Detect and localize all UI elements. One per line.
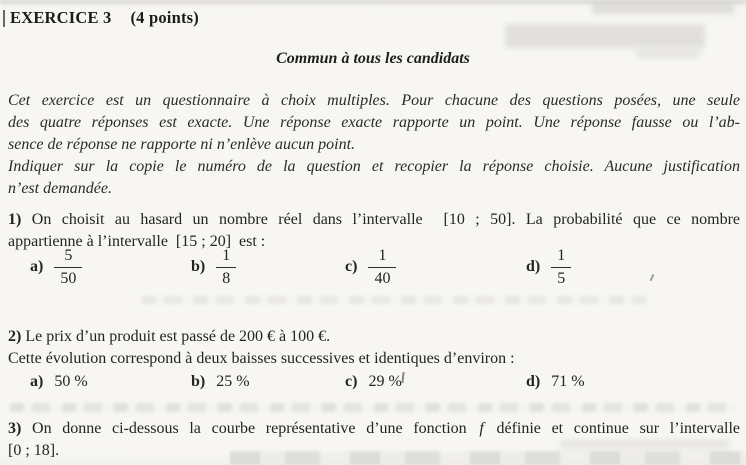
question-3-number: 3): [8, 420, 22, 437]
q2-option-c-value: 29 %: [368, 373, 402, 390]
question-2-line-2: Cette évolution correspond à deux baisses successives et identiques d’environ :: [8, 350, 515, 367]
q2-option-c: [345, 373, 402, 391]
question-2-number: 2): [8, 328, 22, 345]
question-1-line-2: appartienne à l’intervalle [15 ; 20] est :: [8, 233, 266, 250]
q2-option-a-value: 50 %: [54, 373, 88, 390]
exercise-points: (4 points): [130, 8, 199, 27]
q1-option-c-label: c): [345, 258, 358, 276]
intro-line-2: des quatre réponses est exacte. Une réponse exacte rapporte un point. Une réponse fausse ou l’ab-: [8, 114, 740, 131]
q2-option-b-value: 25 %: [216, 373, 250, 390]
question-1-number: 1): [8, 211, 22, 228]
question-1-text-1: On choisit au hasard un nombre réel dans l’intervalle [10 ; 50]. La probabilité que ce nombre: [21, 211, 740, 228]
fraction-numerator: 1: [557, 247, 566, 264]
q1-option-b: [191, 247, 236, 288]
q1-option-a-label: a): [30, 258, 44, 276]
scan-edge-mark: [3, 10, 5, 27]
question-2-options: [0, 373, 746, 395]
question-1-line-1: [8, 209, 740, 231]
fraction-denominator: 8: [216, 267, 236, 288]
q2-option-b-label: b): [191, 373, 206, 390]
bleedthrough-ghost-top-right-2: [505, 24, 705, 48]
q1-option-d: [526, 247, 571, 288]
question-2: [8, 326, 740, 370]
question-3-line-2: [0 ; 18].: [8, 442, 60, 459]
q1-option-c-fraction: [368, 247, 396, 288]
question-3: [8, 418, 740, 462]
exercise-title: EXERCICE 3: [10, 8, 112, 27]
q1-option-a-fraction: [54, 247, 82, 288]
q1-option-b-fraction: [216, 247, 236, 288]
q2-option-d-label: d): [526, 373, 541, 390]
bleedthrough-ghost-top-right-1: [592, 3, 734, 14]
subtitle-common-candidates: Commun à tous les candidats: [276, 50, 470, 67]
q2-option-b: [191, 373, 250, 391]
q1-option-d-label: d): [526, 258, 541, 276]
function-f-symbol: f: [479, 420, 484, 437]
q2-option-d-value: 71 %: [551, 373, 585, 390]
intro-paragraph: [8, 90, 740, 200]
fraction-numerator: 5: [64, 247, 73, 264]
fraction-numerator: 1: [378, 247, 387, 264]
question-1-options: [0, 247, 746, 297]
bleedthrough-line-mid: [142, 296, 647, 304]
q1-option-a: [30, 247, 82, 288]
q1-option-d-fraction: [551, 247, 571, 288]
fraction-denominator: 40: [368, 267, 396, 288]
intro-line-5: n’est demandée.: [8, 180, 112, 197]
question-3-line-1: [8, 418, 740, 440]
intro-line-4: Indiquer sur la copie le numéro de la question et recopier la réponse choisie. Aucune justification: [8, 158, 740, 175]
q1-option-b-label: b): [191, 258, 206, 276]
question-3-text-post: définie et continue sur l’intervalle: [485, 420, 740, 437]
question-2-line-1: [8, 326, 740, 348]
q2-option-d: [526, 373, 585, 391]
question-2-text-1: Le prix d’un produit est passé de 200 € à 100 €.: [21, 328, 331, 345]
q2-option-c-label: c): [345, 373, 358, 390]
scan-streak-top: [0, 0, 746, 4]
intro-line-3: sence de réponse ne rapporte ni n’enlève aucun point.: [8, 136, 356, 153]
fraction-denominator: 50: [54, 267, 82, 288]
fraction-numerator: 1: [222, 247, 231, 264]
q1-option-c: [345, 247, 396, 288]
exercise-header: [10, 8, 199, 28]
q2-option-a: [30, 373, 88, 391]
q2-option-a-label: a): [30, 373, 44, 390]
intro-line-1: Cet exercice est un questionnaire à choix multiples. Pour chacune des questions posées, une seule: [8, 92, 740, 109]
bleedthrough-line-above-q3: [10, 403, 738, 412]
fraction-denominator: 5: [551, 267, 571, 288]
question-3-text-pre: On donne ci-dessous la courbe représentative d’une fonction: [21, 420, 478, 437]
